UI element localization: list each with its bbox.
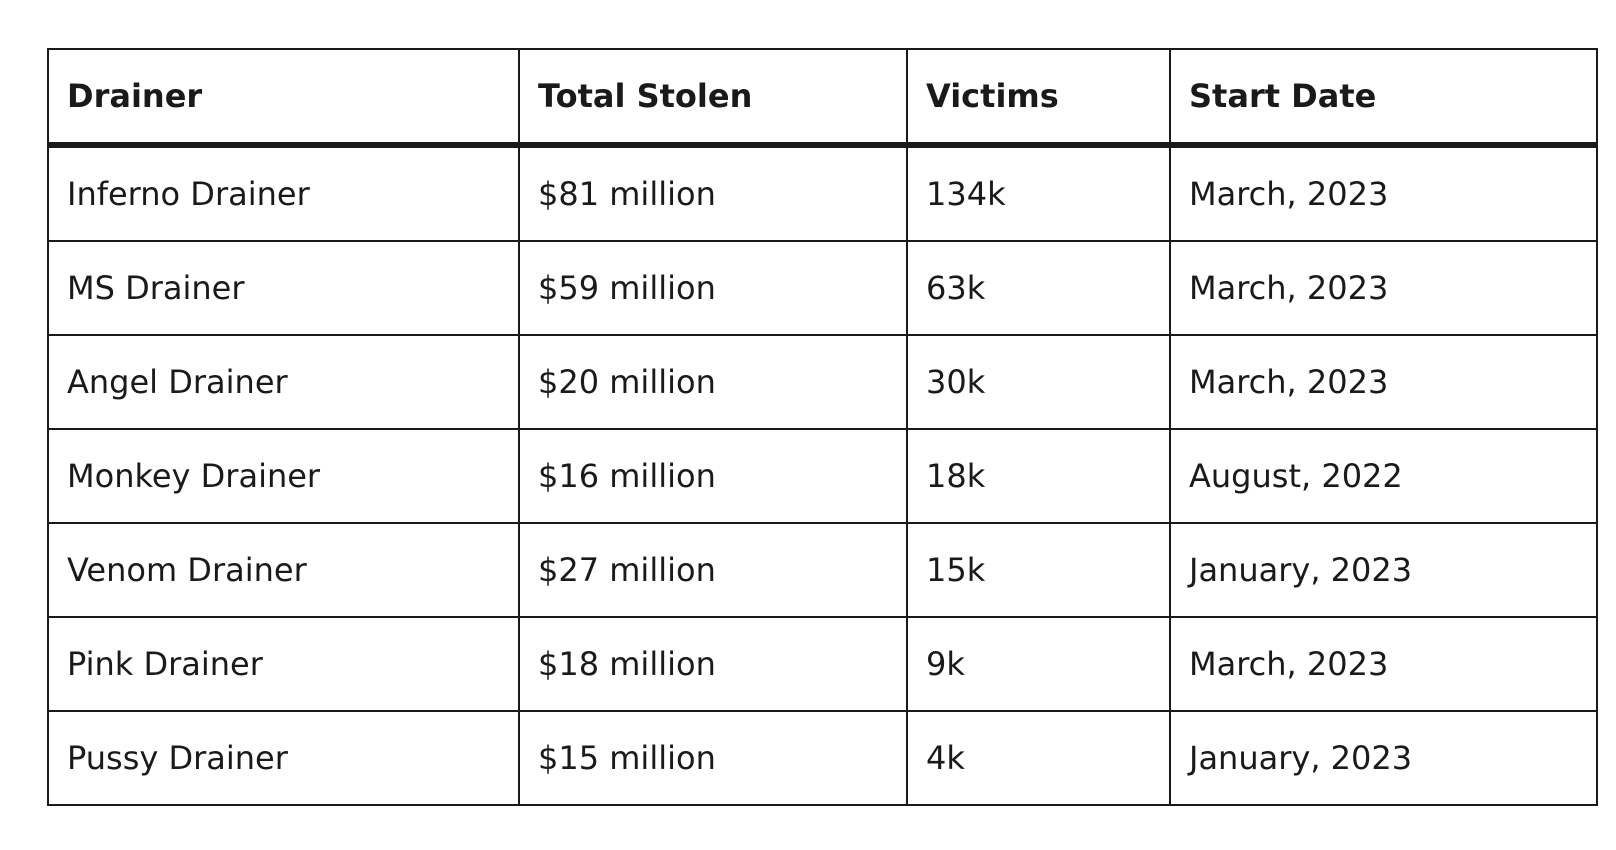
cell-victims: 134k <box>907 145 1170 241</box>
table-row <box>48 523 1597 617</box>
cell-total-stolen: $18 million <box>519 617 907 711</box>
header-start-date: Start Date <box>1170 49 1597 145</box>
cell-victims: 9k <box>907 617 1170 711</box>
table-row <box>48 617 1597 711</box>
header-drainer: Drainer <box>48 49 519 145</box>
header-victims: Victims <box>907 49 1170 145</box>
cell-total-stolen: $16 million <box>519 429 907 523</box>
drainers-table <box>47 48 1598 806</box>
cell-start-date: August, 2022 <box>1170 429 1597 523</box>
cell-start-date: March, 2023 <box>1170 617 1597 711</box>
cell-total-stolen: $81 million <box>519 145 907 241</box>
cell-start-date: January, 2023 <box>1170 523 1597 617</box>
table-row <box>48 241 1597 335</box>
cell-start-date: March, 2023 <box>1170 145 1597 241</box>
cell-victims: 18k <box>907 429 1170 523</box>
cell-total-stolen: $27 million <box>519 523 907 617</box>
table-body <box>48 145 1597 805</box>
cell-start-date: March, 2023 <box>1170 335 1597 429</box>
cell-victims: 4k <box>907 711 1170 805</box>
cell-victims: 30k <box>907 335 1170 429</box>
cell-total-stolen: $20 million <box>519 335 907 429</box>
cell-drainer: MS Drainer <box>48 241 519 335</box>
cell-drainer: Venom Drainer <box>48 523 519 617</box>
cell-drainer: Pink Drainer <box>48 617 519 711</box>
header-row <box>48 49 1597 145</box>
cell-drainer: Angel Drainer <box>48 335 519 429</box>
cell-start-date: March, 2023 <box>1170 241 1597 335</box>
cell-start-date: January, 2023 <box>1170 711 1597 805</box>
table-row <box>48 711 1597 805</box>
table-row <box>48 335 1597 429</box>
table-row <box>48 145 1597 241</box>
table-header <box>48 49 1597 145</box>
cell-victims: 63k <box>907 241 1170 335</box>
header-total-stolen: Total Stolen <box>519 49 907 145</box>
table-row <box>48 429 1597 523</box>
cell-victims: 15k <box>907 523 1170 617</box>
cell-drainer: Monkey Drainer <box>48 429 519 523</box>
drainers-table-container <box>47 48 1596 806</box>
cell-drainer: Inferno Drainer <box>48 145 519 241</box>
cell-drainer: Pussy Drainer <box>48 711 519 805</box>
cell-total-stolen: $59 million <box>519 241 907 335</box>
cell-total-stolen: $15 million <box>519 711 907 805</box>
